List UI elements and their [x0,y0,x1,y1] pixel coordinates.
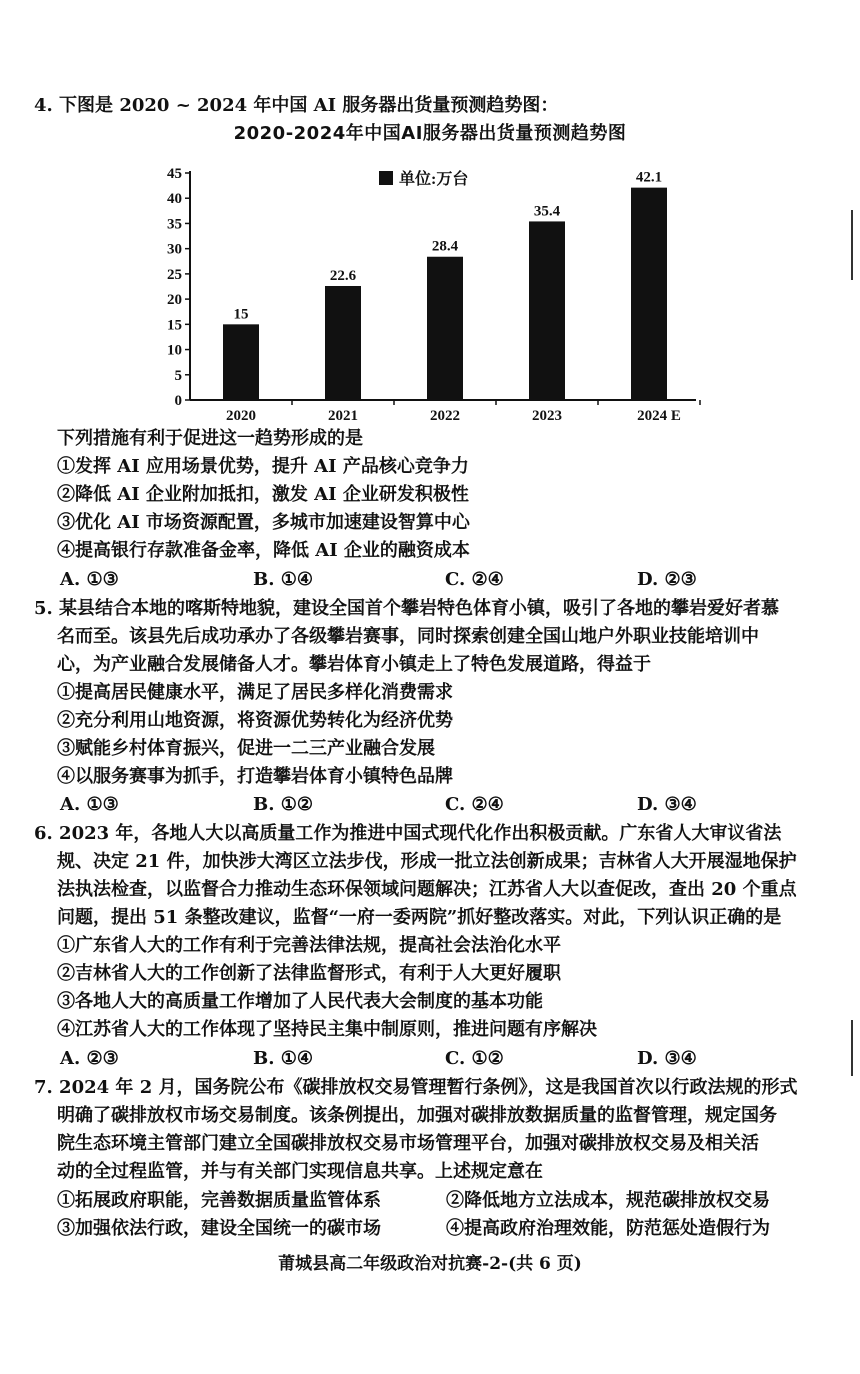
y-tick-label: 45 [167,166,182,182]
legend-swatch [379,171,393,185]
q7-line-4: 动的全过程监管，并与有关部门实现信息共享。上述规定意在 [57,1161,543,1182]
q5-line-1: 5. 某县结合本地的喀斯特地貌，建设全国首个攀岩特色体育小镇，吸引了各地的攀岩爱好者慕 [34,598,780,619]
chart-title: 2020-2024年中国AI服务器出货量预测趋势图 [233,123,627,144]
q5-item-1: ①提高居民健康水平，满足了居民多样化消费需求 [57,682,453,703]
bar-2024-E [631,188,667,400]
q4-item-4: ④提高银行存款准备金率，降低 AI 企业的融资成本 [57,540,470,561]
y-tick-label: 30 [167,241,182,258]
q7-item-2: ②降低地方立法成本，规范碳排放权交易 [446,1190,770,1211]
bars [223,170,681,424]
q7-line-2: 明确了碳排放权市场交易制度。该条例提出，加强对碳排放数据质量的监督管理，规定国务 [57,1105,777,1126]
y-tick-label: 40 [167,191,182,208]
bar-2020 [223,324,259,400]
bar-value-label: 35.4 [533,203,561,220]
q6-line-4: 问题，提出 51 条整改建议，监督“一府一委两院”抓好整改落实。对此，下列认识正确的是 [57,907,782,928]
bar-2022 [427,257,463,400]
bar-value-label: 42.1 [635,169,663,186]
q4-item-1: ①发挥 AI 应用场景优势，提升 AI 产品核心竞争力 [57,456,469,477]
q5-item-2: ②充分利用山地资源，将资源优势转化为经济优势 [57,710,453,731]
q5-item-4: ④以服务赛事为抓手，打造攀岩体育小镇特色品牌 [57,766,453,787]
q6-line-2: 规、决定 21 件，加快涉大湾区立法步伐，形成一批立法创新成果；吉林省人大开展湿地保护 [57,851,797,872]
y-tick-label: 25 [167,266,182,283]
page-footer: 莆城县高二年级政治对抗赛-2-(共 6 页) [278,1254,582,1274]
q7-line-1: 7. 2024 年 2 月，国务院公布《碳排放权交易管理暂行条例》，这是我国首次以行政法规的形式 [34,1077,798,1098]
x-category-label: 2022 [430,408,460,424]
y-tick-label: 10 [167,342,182,359]
q5-option-d: D. ③④ [637,794,697,815]
q6-item-4: ④江苏省人大的工作体现了坚持民主集中制原则，推进问题有序解决 [57,1019,597,1040]
q4-option-a: A. ①③ [60,569,119,590]
q6-item-3: ③各地人大的高质量工作增加了人民代表大会制度的基本功能 [57,991,543,1012]
q5-option-c: C. ②④ [445,794,504,815]
y-tick-label: 20 [167,292,182,309]
x-category-label: 2021 [328,408,358,424]
bar-2023 [529,221,565,400]
q4-option-c: C. ②④ [445,569,504,590]
q4-intro: 4. 下图是 2020 ~ 2024 年中国 AI 服务器出货量预测趋势图： [34,95,559,116]
q5-item-3: ③赋能乡村体育振兴，促进一二三产业融合发展 [57,738,435,759]
q4-question: 下列措施有利于促进这一趋势形成的是 [57,428,363,449]
q7-item-3: ③加强依法行政，建设全国统一的碳市场 [57,1218,381,1239]
x-category-label: 2023 [532,408,562,424]
bar-2021 [325,286,361,400]
y-tick-label: 15 [167,317,182,334]
y-tick-label: 5 [174,367,182,384]
y-tick-label: 0 [174,393,182,409]
bar-value-label: 22.6 [329,267,357,284]
q5-line-3: 心，为产业融合发展储备人才。攀岩体育小镇走上了特色发展道路，得益于 [57,654,651,675]
q4-item-3: ③优化 AI 市场资源配置，多城市加速建设智算中心 [57,512,470,533]
q7-line-3: 院生态环境主管部门建立全国碳排放权交易市场管理平台，加强对碳排放权交易及相关活 [57,1133,759,1154]
q6-item-2: ②吉林省人大的工作创新了法律监督形式，有利于人大更好履职 [57,963,561,984]
legend [379,169,468,188]
q6-option-d: D. ③④ [637,1048,697,1069]
x-category-label: 2020 [226,408,256,424]
q4-item-2: ②降低 AI 企业附加抵扣，激发 AI 企业研发积极性 [57,484,469,505]
bar-chart [0,160,860,430]
q6-option-a: A. ②③ [60,1048,119,1069]
q5-option-b: B. ①② [253,794,314,815]
q6-option-c: C. ①② [445,1048,504,1069]
q7-item-1: ①拓展政府职能，完善数据质量监管体系 [57,1190,381,1211]
q7-item-4: ④提高政府治理效能，防范惩处造假行为 [446,1218,770,1239]
q4-option-d: D. ②③ [637,569,697,590]
q6-line-3: 法执法检查，以监督合力推动生态环保领域问题解决；江苏省人大以查促改，查出 20 个重点 [57,879,797,900]
q4-option-b: B. ①④ [253,569,314,590]
scan-edge-mark [851,1020,853,1076]
q5-line-2: 名而至。该县先后成功承办了各级攀岩赛事，同时探索创建全国山地户外职业技能培训中 [57,626,759,647]
y-tick-label: 35 [167,216,182,233]
bar-value-label: 15 [233,306,249,323]
q6-item-1: ①广东省人大的工作有利于完善法律法规，提高社会法治化水平 [57,935,561,956]
q6-option-b: B. ①④ [253,1048,314,1069]
x-category-label: 2024 E [637,408,681,424]
legend-label: 单位:万台 [399,171,469,188]
bar-value-label: 28.4 [431,238,459,255]
q6-line-1: 6. 2023 年，各地人大以高质量工作为推进中国式现代化作出积极贡献。广东省人大审议省法 [34,823,782,844]
scan-edge-mark [851,210,853,280]
q5-option-a: A. ①③ [60,794,119,815]
